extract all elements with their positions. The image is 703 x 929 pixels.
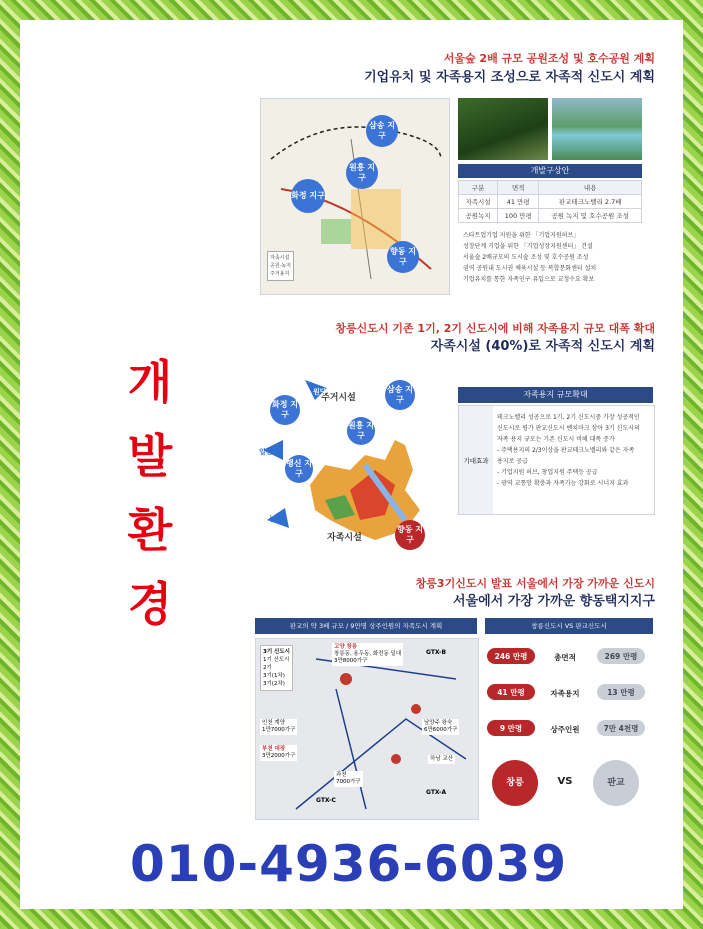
map-legend <box>260 645 293 691</box>
changneung-circle: 창릉 <box>492 760 538 806</box>
callout-title: 인천 계양 <box>262 720 286 726</box>
map-callout <box>260 745 297 761</box>
table-row <box>459 195 642 209</box>
plan-bullets <box>463 230 643 285</box>
arrow-label: 원당 <box>313 388 327 396</box>
table-cell: 41 만평 <box>498 195 539 209</box>
bullet-item: 성장단계 기업을 위한 「기업성장지원센터」 건설 <box>463 243 593 250</box>
compare-label: 상주인원 <box>550 725 580 734</box>
callout-text: 3만8000가구 <box>334 658 368 664</box>
title-char: 환 <box>127 503 173 557</box>
row-label: 기대효과 <box>459 406 493 514</box>
section-subtitle: 창릉신도시 기존 1기, 2기 신도시에 비해 자족용지 규모 대폭 확대 <box>335 322 655 335</box>
map-callout <box>428 755 455 764</box>
compare-label: 총면적 <box>554 653 576 662</box>
gtx-label: GTX-B <box>426 649 447 656</box>
bullet-item: 권역 공원내 도시권 체육시설 등 복합문화센터 설치 <box>463 265 597 272</box>
plan-table-title: 개발구상안 <box>458 164 642 178</box>
plan-table <box>458 180 642 223</box>
district-circle: 삼송 지구 <box>366 115 398 147</box>
region-map <box>255 638 479 820</box>
compare-left: 246 만평 <box>487 648 535 664</box>
compare-label: 자족용지 <box>550 689 580 698</box>
section-park-plan <box>255 40 655 295</box>
lake-park-photo <box>552 98 642 160</box>
section-title: 자족시설 (40%)로 자족적 신도시 계획 <box>430 339 655 354</box>
gtx-label: GTX-A <box>426 789 447 796</box>
expansion-bullets <box>497 412 652 489</box>
table-header: 면적 <box>498 181 539 195</box>
compare-right: 7만 4천명 <box>597 720 645 736</box>
expansion-box-title: 자족용지 규모확대 <box>458 387 653 403</box>
compare-right: 13 만평 <box>597 684 645 700</box>
map-legend <box>267 251 294 281</box>
map-callout <box>332 643 403 666</box>
vs-label: VS <box>557 776 573 787</box>
bullet-item: 기업유치를 통한 자족인구 유입으로 교정수요 확보 <box>463 276 595 283</box>
compare-left: 9 만명 <box>487 720 535 736</box>
section-title: 기업유치 및 자족용지 조성으로 자족적 신도시 계획 <box>364 70 655 85</box>
section-hyangdong <box>255 570 655 830</box>
callout-text: 6만6000가구 <box>424 727 458 733</box>
section-subtitle: 서울숲 2배 규모 공원조성 및 호수공원 계획 <box>443 52 655 65</box>
title-char: 발 <box>127 429 173 483</box>
district-circle: 행신 지구 <box>285 455 313 483</box>
legend-item: 3기(1차) <box>263 673 285 679</box>
bullet-item: 서울숲 2배규모의 도시숲 조성 및 호수공원 조성 <box>463 254 589 261</box>
callout-text: 창릉동, 용두동, 화전동 일대 <box>334 651 402 657</box>
bullet-item: 자족 용지 규모는 기존 신도시 비해 대폭 증가 <box>497 436 615 443</box>
arrow-label: 일산 <box>259 448 273 456</box>
pangyo-circle: 판교 <box>593 760 639 806</box>
section-title: 서울에서 가장 가까운 향동택지지구 <box>453 594 655 609</box>
legend-item: 1기 신도시 <box>263 657 290 663</box>
legend-item: 3기(2차) <box>263 681 285 687</box>
title-char: 개 <box>127 355 173 409</box>
table-cell: 100 만평 <box>498 209 539 223</box>
callout-title: 과천 <box>336 772 347 778</box>
callout-text: 1만7000가구 <box>262 727 296 733</box>
table-cell: 자족시설 <box>459 195 498 209</box>
compare-right: 269 만평 <box>597 648 645 664</box>
table-header: 내용 <box>539 181 642 195</box>
left-panel-header: 판교의 약 3배 규모 / 9만명 상주인원의 자족도시 계획 <box>255 618 477 634</box>
table-row <box>459 209 642 223</box>
legend-title: 3기 신도시 <box>263 649 290 655</box>
gtx-label: GTX-C <box>316 797 336 804</box>
district-circle: 화정 지구 <box>291 179 325 213</box>
self-sufficiency-label: 자족시설 <box>327 533 362 543</box>
district-circle: 원흥 지구 <box>346 157 378 189</box>
district-circle: 삼송 지구 <box>385 380 415 410</box>
district-circle: 향동 지구 <box>387 241 419 273</box>
table-header: 구분 <box>459 181 498 195</box>
vertical-title <box>115 345 185 641</box>
bullet-item: - 기업지원 허브, 창업지원 주택등 공급 <box>497 469 598 476</box>
section-subtitle: 창릉3기신도시 발표 서울에서 가장 가까운 신도시 <box>415 577 655 590</box>
right-panel-header: 창릉신도시 VS 판교신도시 <box>485 618 653 634</box>
map-callout <box>422 719 459 735</box>
bullet-item: 테크노밸리 성공으로 1기, 2기 신도시중 가장 성공적인 <box>497 414 640 421</box>
map-callout <box>334 771 363 787</box>
district-circle: 화정 지구 <box>270 395 300 425</box>
housing-label: 주거시설 <box>321 393 356 403</box>
legend-item: 공원·녹지 <box>270 263 291 269</box>
callout-text: 3만2000가구 <box>262 753 296 759</box>
table-cell: 공원 녹지 및 호수공원 조성 <box>539 209 642 223</box>
compare-left: 41 만평 <box>487 684 535 700</box>
table-cell: 공원녹지 <box>459 209 498 223</box>
bullet-item: 용지로 공급 <box>497 458 528 465</box>
legend-item: 2기 <box>263 665 272 671</box>
district-circle: 향동 지구 <box>395 520 425 550</box>
district-circle: 원흥 지구 <box>347 417 375 445</box>
bullet-item: - 주택용지의 2/3이상을 판교테크노밸리와 같은 자족 <box>497 447 635 454</box>
callout-title: 부천 대장 <box>262 746 286 752</box>
bullet-item: - 광역 교통망 확충과 자족기능 강화로 시너지 효과 <box>497 480 629 487</box>
district-map <box>260 98 450 295</box>
callout-title: 남양주 왕숙 <box>424 720 453 726</box>
table-cell: 판교테크노밸리 2.7배 <box>539 195 642 209</box>
callout-title: 하남 교산 <box>430 756 454 762</box>
title-char: 경 <box>127 577 173 631</box>
arrow-label: 능곡 <box>269 515 283 523</box>
bullet-item: 스타트업기업 지원을 위한 「기업지원허브」 <box>463 232 580 239</box>
phone-number: 010-4936-6039 <box>130 835 568 893</box>
legend-item: 자족시설 <box>270 255 290 261</box>
bullet-item: 신도시로 평가 판교신도시 벤치마크 삼아 3기 신도시의 <box>497 425 640 432</box>
callout-title: 고양 창릉 <box>334 644 358 650</box>
legend-item: 주거용지 <box>270 271 290 277</box>
map-callout <box>260 719 297 735</box>
forest-photo <box>458 98 548 160</box>
section-self-sufficiency <box>255 315 655 555</box>
callout-text: 7000가구 <box>336 779 361 785</box>
expansion-box <box>458 405 655 515</box>
